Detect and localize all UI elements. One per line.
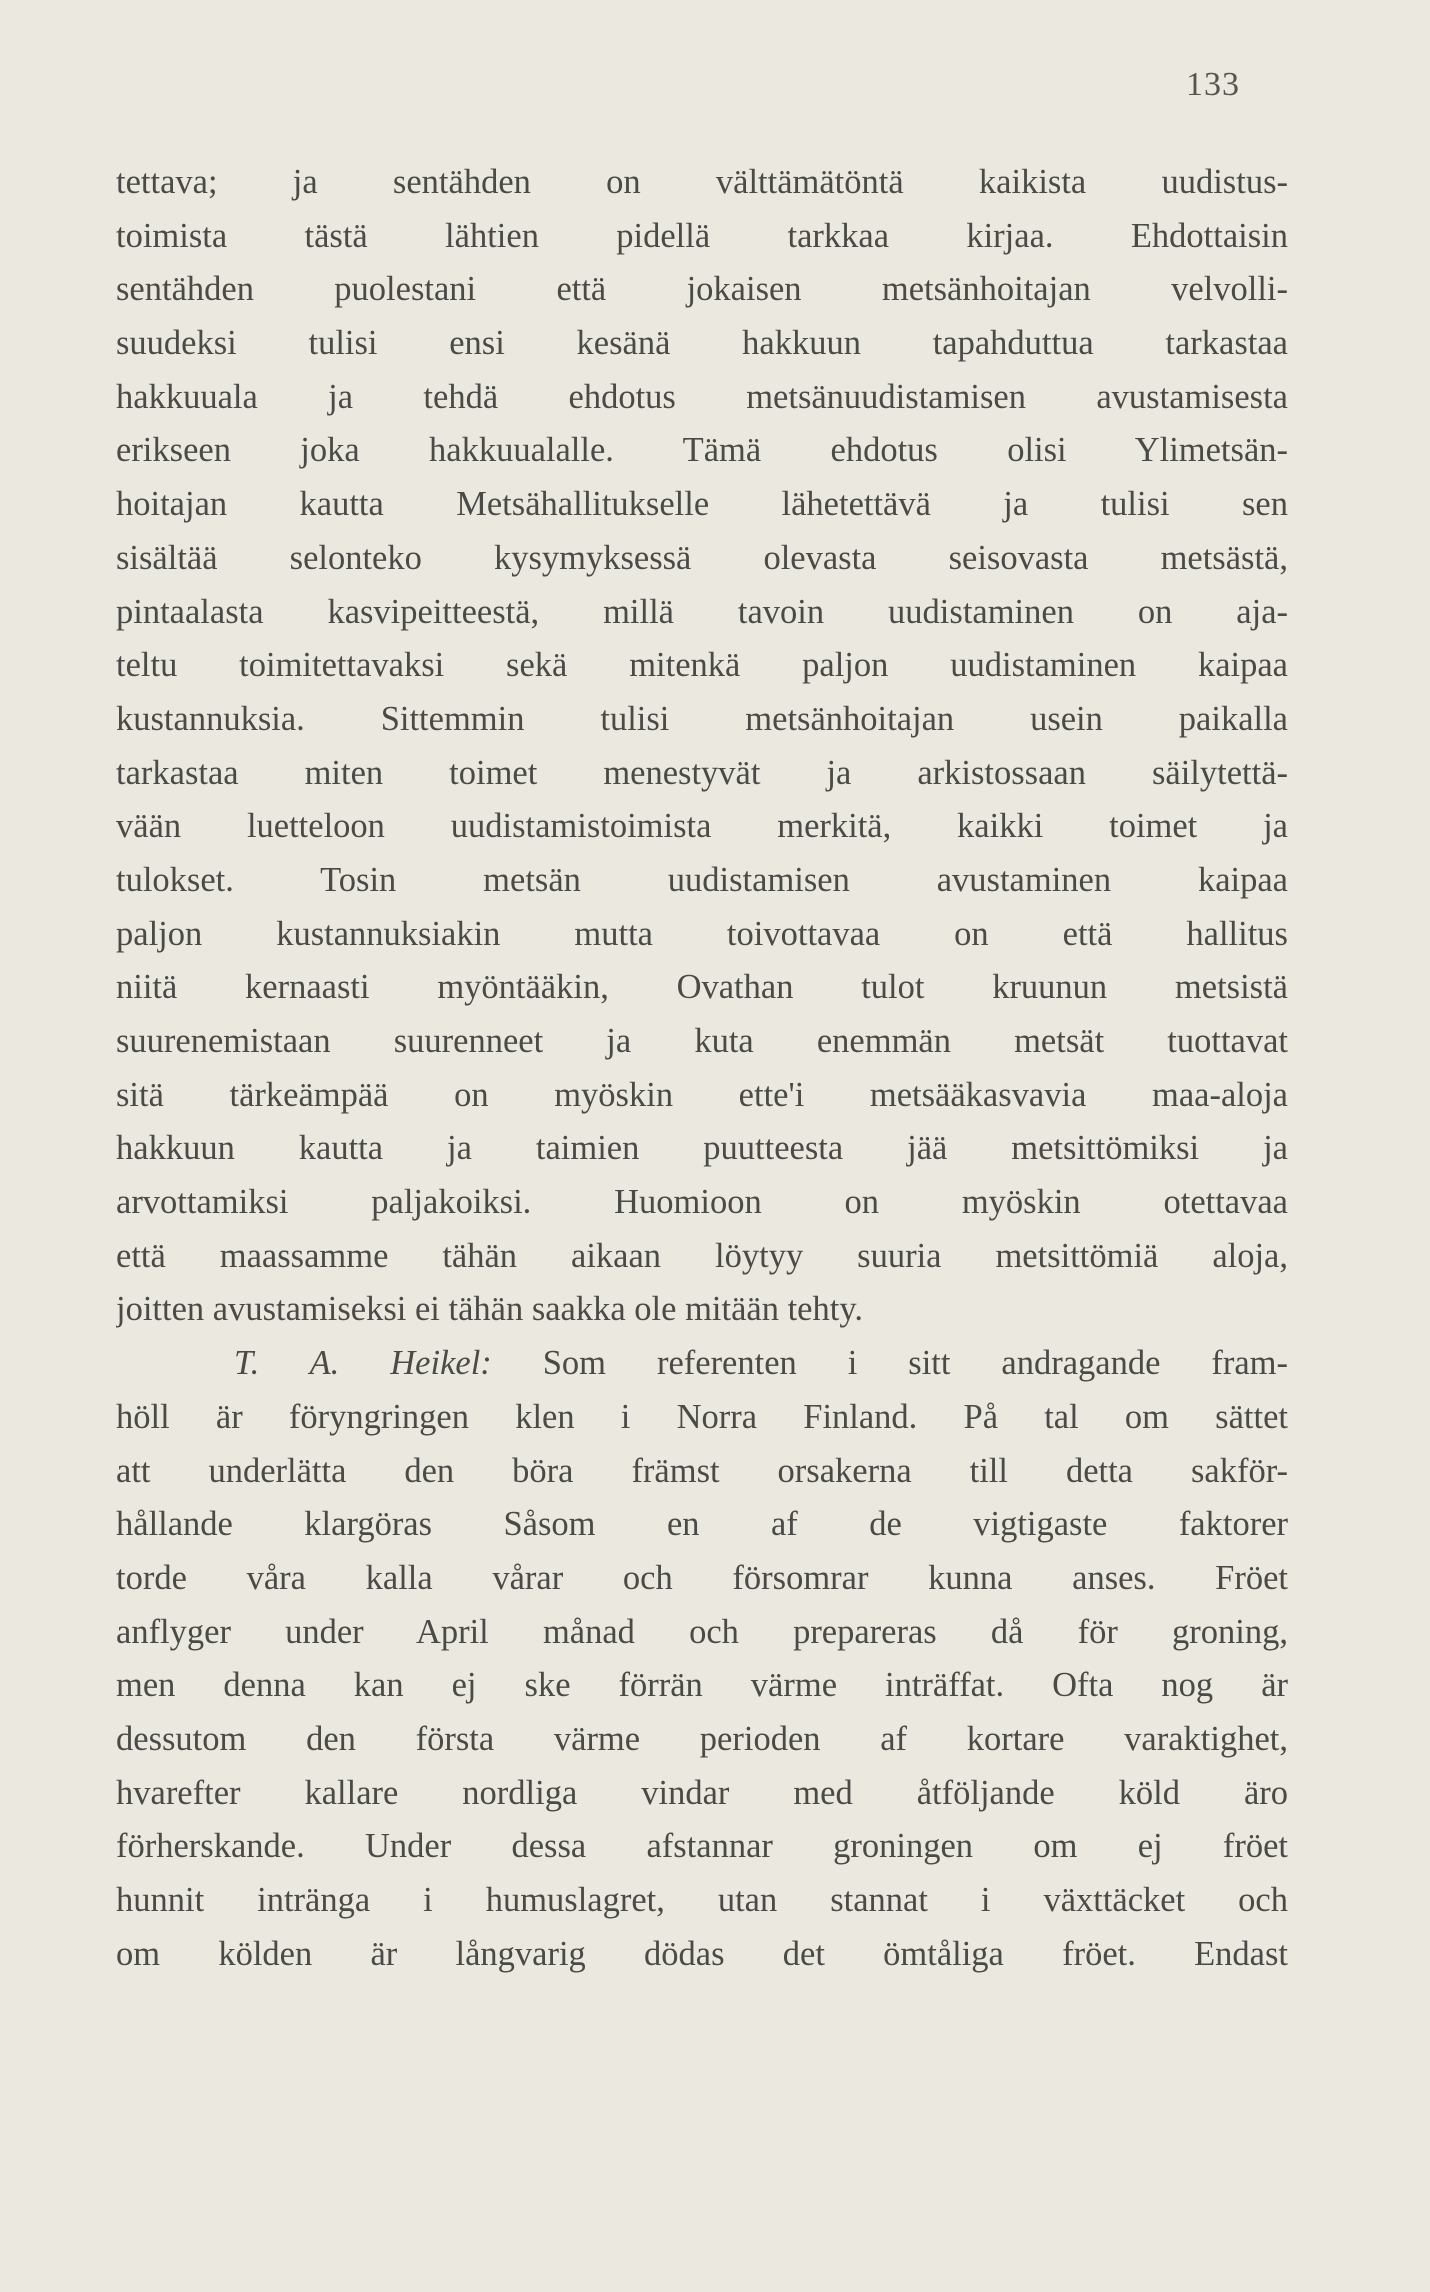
text-line: suudeksi tulisi ensi kesänä hakkuun tapahduttua tarkastaa: [116, 324, 1288, 363]
speaker-line-text: Som referenten i sitt andragande fram-: [542, 1344, 1288, 1383]
text-line: tulokset. Tosin metsän uudistamisen avustaminen kaipaa: [116, 860, 1288, 899]
text-line: att underlätta den böra främst orsakerna till detta sakför-: [116, 1451, 1288, 1490]
text-line: dessutom den första värme perioden af kortare varaktighet,: [116, 1719, 1288, 1758]
text-line: pintaalasta kasvipeitteestä, millä tavoin uudistaminen on aja-: [116, 592, 1288, 631]
text-line: sitä tärkeämpää on myöskin ette'i metsääkasvavia maa-aloja: [116, 1075, 1288, 1114]
text-line: hunnit intränga i humuslagret, utan stannat i växttäcket och: [116, 1881, 1288, 1919]
body-text: [116, 156, 1288, 1981]
text-line: arvottamiksi paljakoiksi. Huomioon on myöskin otettavaa: [116, 1183, 1288, 1222]
text-line: kustannuksia. Sittemmin tulisi metsänhoitajan usein paikalla: [116, 699, 1288, 738]
text-line: erikseen joka hakkuualalle. Tämä ehdotus olisi Ylimetsän-: [116, 431, 1288, 470]
text-line: teltu toimitettavaksi sekä mitenkä paljon uudistaminen kaipaa: [116, 646, 1288, 685]
text-line: toimista tästä lähtien pidellä tarkkaa kirjaa. Ehdottaisin: [116, 216, 1288, 255]
text-line: että maassamme tähän aikaan löytyy suuria metsittömiä aloja,: [116, 1236, 1288, 1275]
speaker-line: [116, 1337, 1288, 1391]
text-line: paljon kustannuksiakin mutta toivottavaa on että hallitus: [116, 914, 1288, 953]
text-line: anflyger under April månad och prepareras då för groning,: [116, 1612, 1288, 1651]
text-line: hakkuuala ja tehdä ehdotus metsänuudistamisen avustamisesta: [116, 377, 1288, 416]
text-line: niitä kernaasti myöntääkin, Ovathan tulot kruunun metsistä: [116, 968, 1288, 1007]
text-line: tettava; ja sentähden on välttämätöntä kaikista uudistus-: [116, 163, 1288, 201]
page-number: 133: [1186, 66, 1240, 103]
speaker-name: T. A. Heikel:: [234, 1344, 492, 1383]
text-line: torde våra kalla vårar och försomrar kunna anses. Fröet: [116, 1558, 1288, 1597]
text-line: vään luetteloon uudistamistoimista merkitä, kaikki toimet ja: [116, 807, 1288, 846]
text-line: sisältää selonteko kysymyksessä olevasta seisovasta metsästä,: [116, 538, 1288, 577]
text-line: hakkuun kautta ja taimien puutteesta jää metsittömiksi ja: [116, 1129, 1288, 1168]
text-line: men denna kan ej ske förrän värme inträffat. Ofta nog är: [116, 1666, 1288, 1705]
text-line: hoitajan kautta Metsähallitukselle lähetettävä ja tulisi sen: [116, 485, 1288, 524]
text-line: tarkastaa miten toimet menestyvät ja arkistossaan säilytettä-: [116, 753, 1288, 792]
text-line: hvarefter kallare nordliga vindar med åtföljande köld äro: [116, 1773, 1288, 1812]
text-line: om kölden är långvarig dödas det ömtåliga fröet. Endast: [116, 1934, 1288, 1973]
text-line: förherskande. Under dessa afstannar groningen om ej fröet: [116, 1827, 1288, 1866]
text-line: hållande klargöras Såsom en af de vigtigaste faktorer: [116, 1505, 1288, 1544]
text-line: joitten avustamiseksi ei tähän saakka ole mitään tehty.: [116, 1290, 863, 1329]
text-line: höll är föryngringen klen i Norra Finland. På tal om sättet: [116, 1397, 1288, 1436]
text-line: sentähden puolestani että jokaisen metsänhoitajan velvolli-: [116, 270, 1288, 309]
text-line: suurenemistaan suurenneet ja kuta enemmän metsät tuottavat: [116, 1022, 1288, 1060]
